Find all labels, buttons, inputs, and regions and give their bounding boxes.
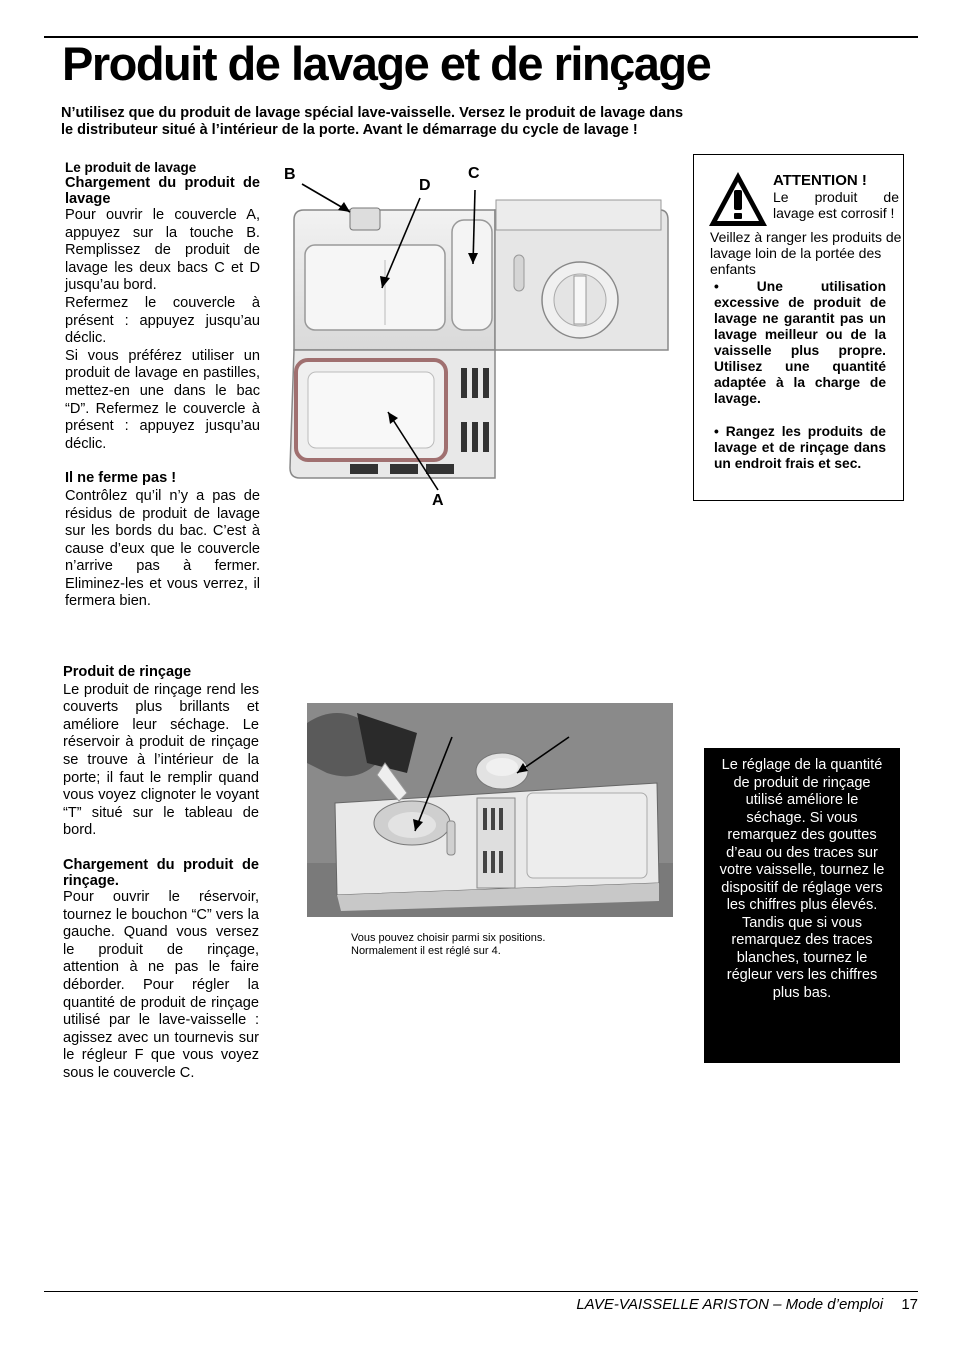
dispenser-illustration [280,160,680,520]
label-a: A [432,492,444,509]
section-text: Si vous préférez utiliser un produit de lavage en pastilles, mettez-en une dans le bac “D”. Refermez le couvercle à présent : appuyez jusqu’au déclic. [65,347,260,452]
page-title: Produit de lavage et de rinçage [62,37,711,90]
warning-text: Veillez à ranger les produits de lavage loin de la portée des enfants [710,229,902,277]
rinse-aid-photo [307,703,673,917]
left-column-top [65,160,260,611]
label-c: C [468,165,480,182]
page-number: 17 [901,1296,918,1313]
section-text: Pour ouvrir le réservoir, tournez le bouchon “C” vers la gauche. Quand vous versez le produit de rinçage, attention à ne pas le faire déborder. Pour régler la quantité de produit de rinçage utilisé par le lave-vaisselle : agissez avec un tournevis sur le régleur F que vous voyez sous le couvercle C. [63,888,259,1081]
rinse-aid-drawing [307,703,673,917]
photo-caption: Vous pouvez choisir parmi six positions. Normalement il est réglé sur 4. [351,932,546,957]
footer [576,1296,918,1313]
tip-text: Tandis que si vous remarquez des traces blanches, tournez le régleur vers les chiffres plus bas. [726,914,878,1001]
left-column-bottom [63,664,259,1082]
bottom-rule [44,1291,918,1292]
tip-box [704,748,900,1063]
section-text: Pour ouvrir le couvercle A, appuyez sur la touche B. Remplissez de produit de lavage les deux bacs C et D jusqu’au bord. [65,207,260,294]
warning-heading: ATTENTION ! [773,172,867,189]
section-text: Refermez le couvercle à présent : appuyez jusqu’au déclic. [65,294,260,347]
section-text: Le produit de rinçage rend les couverts plus brillants et améliore leur séchage. Le réservoir à produit de rinçage se trouve à l’intérieur de la porte; il faut le remplir quand vous voyez clignoter le voyant “T” situé sur le tableau de bord. [63,681,259,839]
section-heading-not-closing: Il ne ferme pas ! [65,470,177,487]
label-b: B [284,166,296,183]
kicker: Le produit de lavage [65,160,197,175]
footer-title: LAVE-VAISSELLE ARISTON – Mode d’emploi [576,1296,884,1313]
warning-bullet: • Rangez les produits de lavage et de rinçage dans un endroit frais et sec. [714,424,886,471]
warning-sub: Le produit de lavage est corrosif ! [773,189,899,221]
warning-triangle-icon [707,170,769,228]
warning-box [693,154,904,501]
warning-bullet: • Une utilisation excessive de produit de lavage ne garantit pas un lavage meilleur ou de la vaisselle plus propre. Utilisez une quantité adaptée à la charge de lavage. [714,279,886,406]
section-heading-loading-detergent: Chargement du produit de lavage [65,175,260,207]
dispenser-drawing [280,160,680,520]
intro-text: N’utilisez que du produit de lavage spécial lave-vaisselle. Versez le produit de lavage dans le distributeur situé à l’intérieur de la porte. Avant le démarrage du cycle de lavage ! [61,105,684,138]
label-d: D [419,177,431,194]
section-heading-loading-rinse-aid: Chargement du produit de rinçage. [63,856,259,889]
tip-text: Le réglage de la quantité de produit de rinçage utilisé améliore le séchage. Si vous remarquez des gouttes d’eau ou des traces sur votre vaisselle, tournez le dispositif de réglage vers les chiffres plus élevés. [719,757,885,913]
section-heading-rinse-aid: Produit de rinçage [63,664,192,680]
section-text: Contrôlez qu’il n’y a pas de résidus de produit de lavage sur les bords du bac. C’est à cause d’eux que le couvercle n’arrive pas à fermer. Eliminez-les et vous verrez, il fermera bien. [65,487,260,610]
